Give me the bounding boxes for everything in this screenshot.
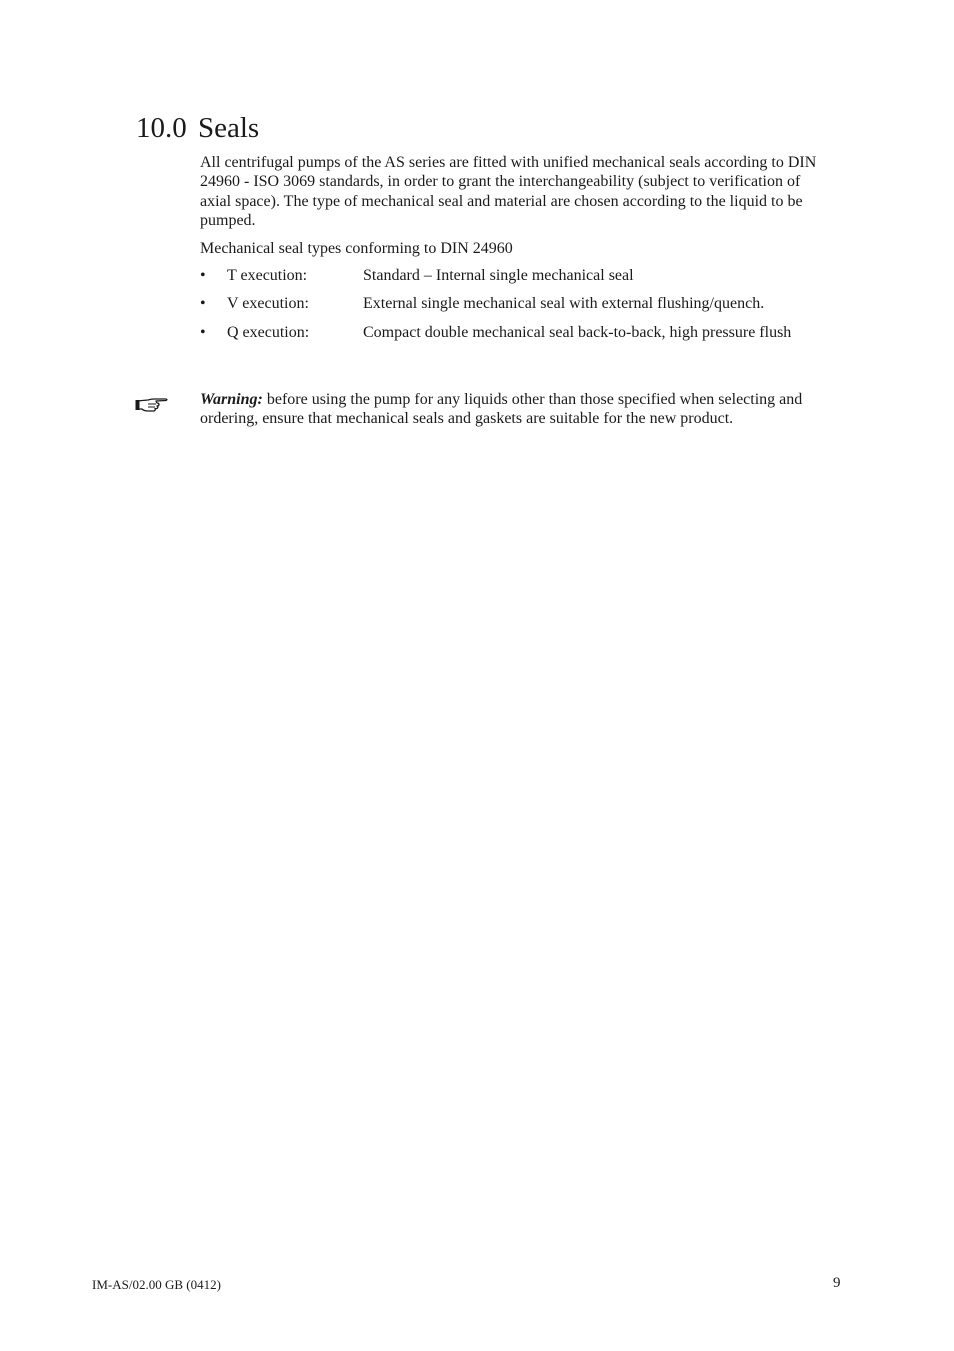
warning-label: Warning: bbox=[200, 391, 263, 408]
bullet: • bbox=[200, 295, 206, 313]
seal-type-label: V execution: bbox=[227, 295, 309, 313]
seal-type-description: Standard – Internal single mechanical seal bbox=[363, 267, 634, 284]
section-title: Seals bbox=[198, 112, 260, 144]
intro-paragraph bbox=[200, 153, 820, 230]
list-item bbox=[200, 266, 820, 285]
page-number: 9 bbox=[833, 1275, 841, 1291]
seal-types-list bbox=[200, 266, 820, 351]
document-code: IM-AS/02.00 GB (0412) bbox=[92, 1277, 221, 1292]
seal-type-label: Q execution: bbox=[227, 323, 310, 341]
seal-type-description: External single mechanical seal with external flushing/quench. bbox=[363, 295, 765, 313]
intro-text: All centrifugal pumps of the AS series are fitted with unified mechanical seals according to DIN 24960 - ISO 3069 standards, in order to grant the interchangeability (subject to verification of axial space). The type of mechanical seal and material are chosen according to the liquid to be pumped. bbox=[200, 154, 817, 229]
bullet: • bbox=[200, 323, 206, 341]
seal-types-title: Mechanical seal types conforming to DIN 24960 bbox=[200, 240, 513, 257]
section-heading bbox=[136, 110, 259, 146]
warning-note bbox=[200, 390, 820, 429]
list-item bbox=[200, 294, 820, 313]
section-number: 10.0 bbox=[136, 112, 187, 144]
bullet: • bbox=[200, 267, 206, 284]
seal-type-description: Compact double mechanical seal back-to-back, high pressure flush bbox=[363, 323, 792, 341]
seal-type-label: T execution: bbox=[227, 267, 308, 284]
list-item bbox=[200, 323, 820, 342]
pointing-hand-icon bbox=[135, 395, 169, 413]
warning-text: before using the pump for any liquids other than those specified when selecting and ordering, ensure that mechanical seals and gaskets are suitable for the new product. bbox=[200, 391, 803, 428]
